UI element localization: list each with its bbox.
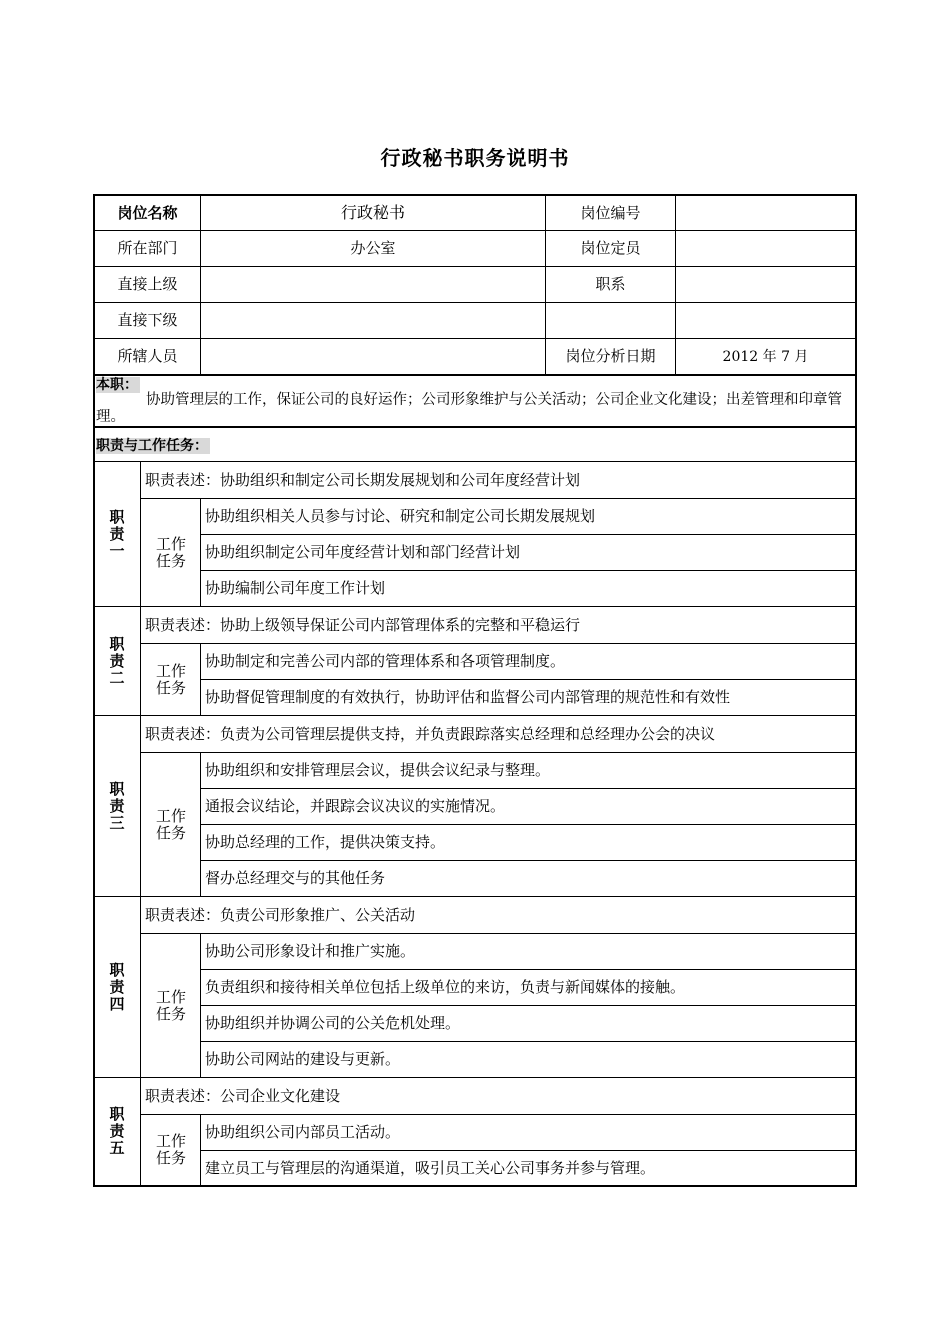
position-code-label: 岗位编号 <box>580 203 641 222</box>
responsibility-3-task-1: 协助组织和安排管理层会议，提供会议纪录与整理。 <box>205 761 551 779</box>
analysis-date-value: 2012 年 7 月 <box>722 348 809 365</box>
responsibilities-label: 职责与工作任务： <box>96 438 208 454</box>
responsibility-1-description: 职责表述：协助组织和制定公司长期发展规划和公司年度经营计划 <box>145 470 581 489</box>
responsibility-4-task-3: 协助组织并协调公司的公关危机处理。 <box>205 1014 461 1032</box>
job-series-label: 职系 <box>595 275 626 293</box>
responsibility-1-task-2: 协助组织制定公司年度经营计划和部门经营计划 <box>205 543 521 561</box>
responsibility-1-task-3: 协助编制公司年度工作计划 <box>205 579 386 597</box>
superior-label: 直接上级 <box>117 275 178 293</box>
responsibility-4-task-1: 协助公司形象设计和推广实施。 <box>205 942 416 960</box>
superior-value <box>201 267 545 302</box>
job-description-table <box>93 194 857 1187</box>
responsibility-1-task-label: 工作 任务 <box>155 534 186 570</box>
responsibility-1-label: 职 责 一 <box>109 507 125 560</box>
page-title: 行政秘书职务说明书 <box>380 146 570 170</box>
responsibility-5-task-1: 协助组织公司内部员工活动。 <box>205 1123 401 1141</box>
responsibility-5-task-label: 工作 任务 <box>155 1132 186 1167</box>
responsibility-5-label: 职 责 五 <box>109 1105 125 1157</box>
subordinate-extra <box>546 303 675 338</box>
duty-summary-text: 协助管理层的工作，保证公司的良好运作；公司形象维护与公关活动；公司企业文化建设；出差管理和印章管理。 <box>96 392 842 425</box>
responsibility-3-task-label: 工作 任务 <box>155 806 186 842</box>
responsibility-3-task-3: 协助总经理的工作，提供决策支持。 <box>205 833 446 851</box>
responsibility-4-label: 职 责 四 <box>109 960 125 1013</box>
responsibility-3-task-4: 督办总经理交与的其他任务 <box>205 869 386 887</box>
department-label: 所在部门 <box>117 239 178 257</box>
responsibility-4-task-label: 工作 任务 <box>155 987 186 1023</box>
position-code-value <box>676 196 855 230</box>
responsibility-2-label: 职 责 二 <box>109 634 125 687</box>
responsibility-3-label: 职 责 三 <box>109 779 125 832</box>
staff-value <box>201 339 545 374</box>
responsibility-4-task-2: 负责组织和接待相关单位包括上级单位的来访，负责与新闻媒体的接触。 <box>205 978 686 996</box>
staff-label: 所辖人员 <box>117 347 178 365</box>
responsibility-5-task-2: 建立员工与管理层的沟通渠道，吸引员工关心公司事务并参与管理。 <box>205 1158 656 1177</box>
responsibility-2-description: 职责表述：协助上级领导保证公司内部管理体系的完整和平稳运行 <box>145 615 581 634</box>
job-series-value <box>676 267 855 302</box>
responsibility-4-task-4: 协助公司网站的建设与更新。 <box>205 1050 401 1068</box>
responsibility-2-task-label: 工作 任务 <box>155 661 186 697</box>
responsibility-5-description: 职责表述：公司企业文化建设 <box>145 1086 341 1105</box>
headcount-value <box>676 231 855 266</box>
responsibility-3-description: 职责表述：负责为公司管理层提供支持，并负责跟踪落实总经理和总经理办公会的决议 <box>145 724 716 743</box>
position-name-value: 行政秘书 <box>340 203 405 222</box>
position-name-label: 岗位名称 <box>117 203 178 222</box>
responsibility-2-task-2: 协助督促管理制度的有效执行，协助评估和监督公司内部管理的规范性和有效性 <box>205 688 731 706</box>
responsibility-3-task-2: 通报会议结论，并跟踪会议决议的实施情况。 <box>205 797 506 815</box>
subordinate-label: 直接下级 <box>117 311 178 329</box>
responsibility-1-task-1: 协助组织相关人员参与讨论、研究和制定公司长期发展规划 <box>205 507 596 525</box>
responsibility-4-description: 职责表述：负责公司形象推广、公关活动 <box>145 905 416 924</box>
duty-summary-label: 本职： <box>96 377 138 393</box>
department-value: 办公室 <box>350 239 396 257</box>
headcount-label: 岗位定员 <box>580 239 641 257</box>
responsibility-2-task-1: 协助制定和完善公司内部的管理体系和各项管理制度。 <box>205 652 566 670</box>
analysis-date-label: 岗位分析日期 <box>565 347 656 365</box>
subordinate-value <box>201 303 545 338</box>
